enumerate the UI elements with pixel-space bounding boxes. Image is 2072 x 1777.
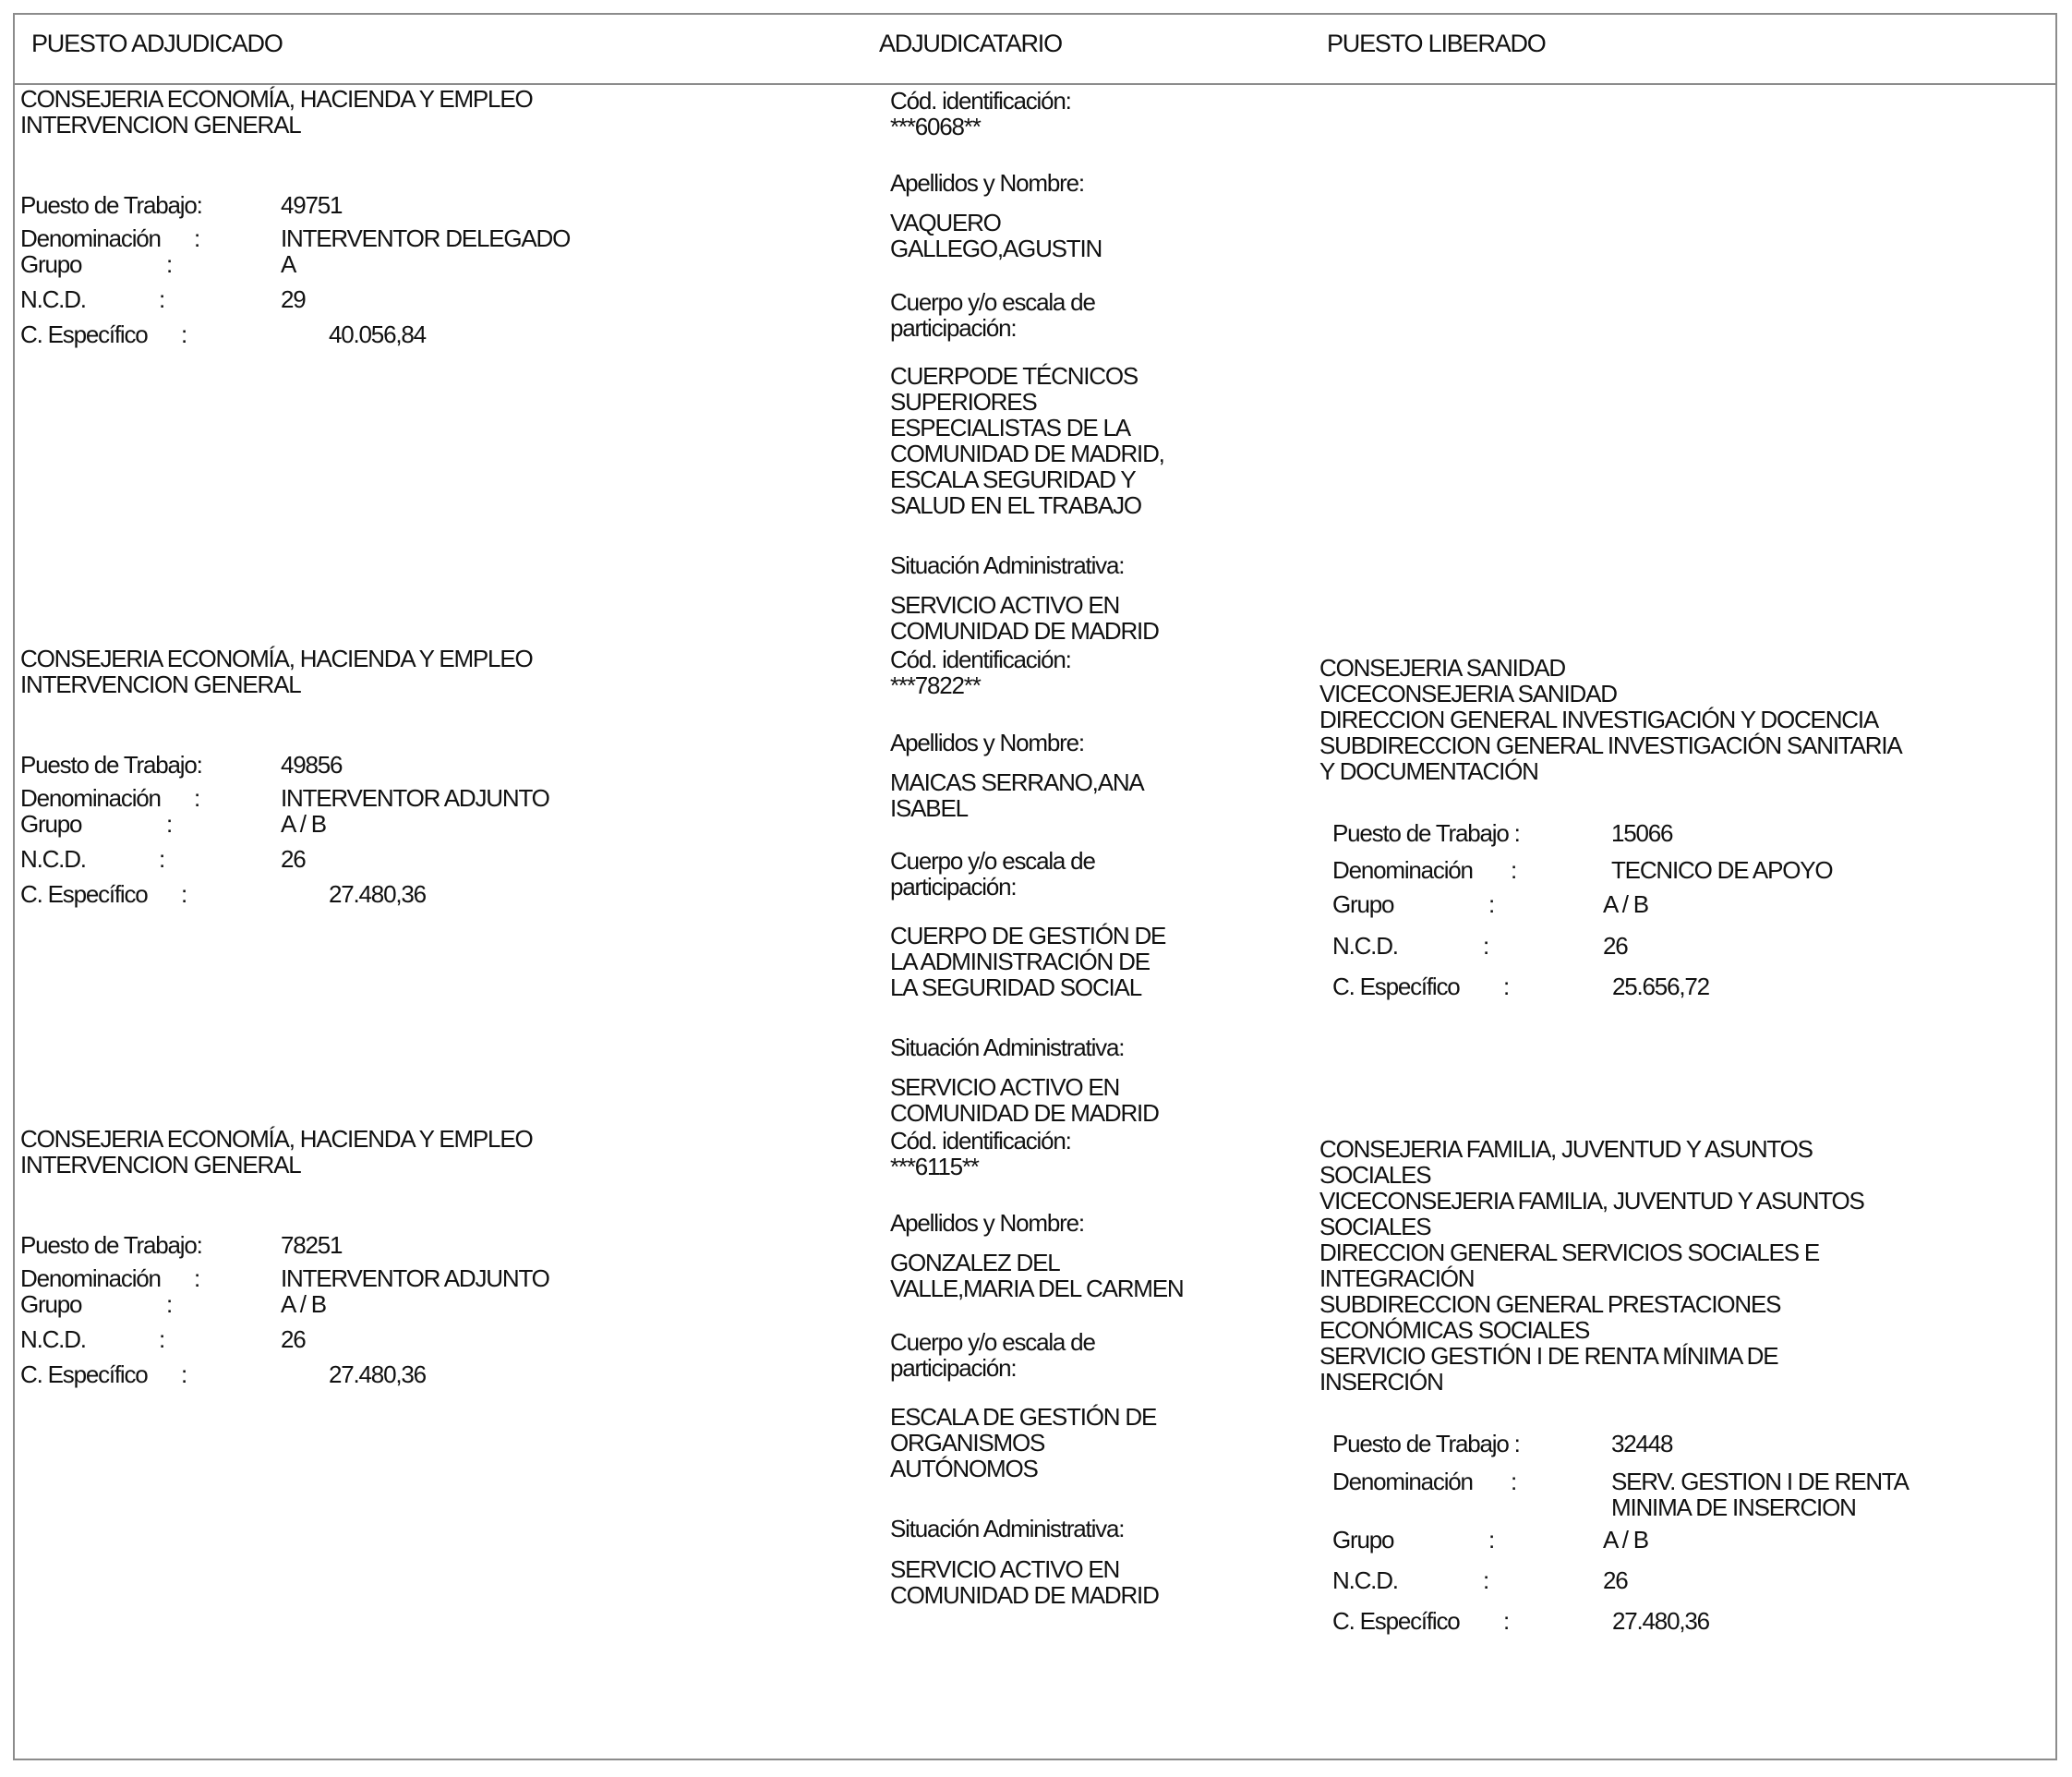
colon: : xyxy=(1488,1526,1495,1553)
cuerpo-escala-label: Cuerpo y/o escala de participación: xyxy=(890,1328,1095,1382)
grupo-label: Grupo xyxy=(1332,1526,1394,1553)
colon: : xyxy=(159,285,165,313)
header-puesto-adjudicado: PUESTO ADJUDICADO xyxy=(31,30,283,57)
cod-identificacion-value: ***6068** xyxy=(890,113,981,140)
grupo-label: Grupo xyxy=(20,250,82,278)
denominacion-label: Denominación xyxy=(1332,856,1473,884)
situacion-value: SERVICIO ACTIVO EN COMUNIDAD DE MADRID xyxy=(890,1073,1159,1127)
colon: : xyxy=(1483,932,1489,960)
grupo-label: Grupo xyxy=(20,810,82,838)
grupo-value: A / B xyxy=(281,1290,326,1318)
ncd-label: N.C.D. xyxy=(20,285,86,313)
puesto-trabajo-label: Puesto de Trabajo: xyxy=(20,191,202,219)
puesto-trabajo-value: 32448 xyxy=(1611,1430,1673,1457)
ncd-label: N.C.D. xyxy=(1332,932,1398,960)
c-especifico-value: 27.480,36 xyxy=(1612,1607,1709,1635)
puesto-trabajo-value: 49856 xyxy=(281,751,343,779)
ncd-value: 26 xyxy=(281,845,306,873)
colon: : xyxy=(181,320,187,348)
situacion-label: Situación Administrativa: xyxy=(890,1515,1125,1542)
denominacion-value: INTERVENTOR DELEGADO xyxy=(281,224,571,252)
c-especifico-label: C. Específico xyxy=(20,1360,148,1388)
cuerpo-escala-value: CUERPODE TÉCNICOS SUPERIORES ESPECIALISTAS DE LA COMUNIDAD DE MADRID, ESCALA SEGURIDAD Y SALUD EN EL TRABAJO xyxy=(890,362,1164,519)
liberado-organismo: CONSEJERIA SANIDAD VICECONSEJERIA SANIDAD DIRECCION GENERAL INVESTIGACIÓN Y DOCENCIA SUBDIRECCION GENERAL INVESTIGACIÓN SANITARIA Y DOCUMENTACIÓN xyxy=(1319,654,1902,785)
ncd-label: N.C.D. xyxy=(20,1325,86,1353)
puesto-trabajo-value: 78251 xyxy=(281,1231,343,1259)
puesto-trabajo-value: 49751 xyxy=(281,191,343,219)
grupo-label: Grupo xyxy=(20,1290,82,1318)
denominacion-label: Denominación xyxy=(20,784,161,812)
c-especifico-label: C. Específico xyxy=(20,320,148,348)
c-especifico-value: 27.480,36 xyxy=(329,880,426,908)
cod-identificacion-value: ***6115** xyxy=(890,1153,979,1180)
colon: : xyxy=(194,224,200,252)
apellidos-nombre-value: VAQUERO GALLEGO,AGUSTIN xyxy=(890,209,1102,262)
apellidos-nombre-label: Apellidos y Nombre: xyxy=(890,1209,1084,1237)
ncd-label: N.C.D. xyxy=(20,845,86,873)
situacion-value: SERVICIO ACTIVO EN COMUNIDAD DE MADRID xyxy=(890,1555,1159,1609)
liberado-organismo: CONSEJERIA FAMILIA, JUVENTUD Y ASUNTOS SOCIALES VICECONSEJERIA FAMILIA, JUVENTUD Y ASUNTOS SOCIALES DIRECCION GENERAL SERVICIOS SOCIALES E INTEGRACIÓN SUBDIRECCION GENERAL PRESTACIONES ECONÓMICAS SOCIALES SERVICIO GESTIÓN I DE RENTA MÍNIMA DE INSERCIÓN xyxy=(1319,1135,1864,1396)
colon: : xyxy=(1511,1468,1517,1495)
colon: : xyxy=(1503,973,1510,1000)
situacion-label: Situación Administrativa: xyxy=(890,1034,1125,1061)
puesto-trabajo-label: Puesto de Trabajo : xyxy=(1332,1430,1520,1457)
c-especifico-value: 27.480,36 xyxy=(329,1360,426,1388)
denominacion-value: SERV. GESTION I DE RENTA MINIMA DE INSERCION xyxy=(1611,1468,1909,1521)
colon: : xyxy=(1511,856,1517,884)
puesto-trabajo-value: 15066 xyxy=(1611,819,1673,847)
c-especifico-label: C. Específico xyxy=(1332,973,1460,1000)
ncd-value: 26 xyxy=(281,1325,306,1353)
puesto-trabajo-label: Puesto de Trabajo: xyxy=(20,1231,202,1259)
denominacion-value: TECNICO DE APOYO xyxy=(1611,856,1833,884)
colon: : xyxy=(1488,890,1495,918)
colon: : xyxy=(159,1325,165,1353)
cod-identificacion-label: Cód. identificación: xyxy=(890,1127,1071,1154)
situacion-value: SERVICIO ACTIVO EN COMUNIDAD DE MADRID xyxy=(890,591,1159,645)
apellidos-nombre-label: Apellidos y Nombre: xyxy=(890,169,1084,197)
c-especifico-value: 40.056,84 xyxy=(329,320,426,348)
header-puesto-liberado: PUESTO LIBERADO xyxy=(1327,30,1546,57)
denominacion-label: Denominación xyxy=(20,1264,161,1292)
cuerpo-escala-label: Cuerpo y/o escala de participación: xyxy=(890,288,1095,342)
denominacion-label: Denominación xyxy=(20,224,161,252)
grupo-value: A / B xyxy=(281,810,326,838)
c-especifico-label: C. Específico xyxy=(20,880,148,908)
grupo-value: A xyxy=(281,250,296,278)
colon: : xyxy=(166,810,173,838)
grupo-value: A / B xyxy=(1603,1526,1648,1553)
puesto-trabajo-label: Puesto de Trabajo: xyxy=(20,751,202,779)
cuerpo-escala-value: CUERPO DE GESTIÓN DE LA ADMINISTRACIÓN DE LA SEGURIDAD SOCIAL xyxy=(890,922,1166,1001)
colon: : xyxy=(166,250,173,278)
apellidos-nombre-value: MAICAS SERRANO,ANA ISABEL xyxy=(890,768,1144,822)
colon: : xyxy=(1503,1607,1510,1635)
adjudicado-organismo: CONSEJERIA ECONOMÍA, HACIENDA Y EMPLEO INTERVENCION GENERAL xyxy=(20,85,533,139)
colon: : xyxy=(181,1360,187,1388)
cuerpo-escala-label: Cuerpo y/o escala de participación: xyxy=(890,847,1095,901)
grupo-label: Grupo xyxy=(1332,890,1394,918)
c-especifico-value: 25.656,72 xyxy=(1612,973,1709,1000)
situacion-label: Situación Administrativa: xyxy=(890,551,1125,579)
cod-identificacion-label: Cód. identificación: xyxy=(890,87,1071,115)
apellidos-nombre-label: Apellidos y Nombre: xyxy=(890,729,1084,756)
ncd-value: 29 xyxy=(281,285,306,313)
ncd-value: 26 xyxy=(1603,1566,1628,1594)
ncd-label: N.C.D. xyxy=(1332,1566,1398,1594)
colon: : xyxy=(1483,1566,1489,1594)
c-especifico-label: C. Específico xyxy=(1332,1607,1460,1635)
adjudicado-organismo: CONSEJERIA ECONOMÍA, HACIENDA Y EMPLEO INTERVENCION GENERAL xyxy=(20,645,533,698)
puesto-trabajo-label: Puesto de Trabajo : xyxy=(1332,819,1520,847)
denominacion-label: Denominación xyxy=(1332,1468,1473,1495)
cuerpo-escala-value: ESCALA DE GESTIÓN DE ORGANISMOS AUTÓNOMOS xyxy=(890,1403,1157,1482)
header-adjudicatario: ADJUDICATARIO xyxy=(879,30,1062,57)
ncd-value: 26 xyxy=(1603,932,1628,960)
colon: : xyxy=(166,1290,173,1318)
denominacion-value: INTERVENTOR ADJUNTO xyxy=(281,784,549,812)
colon: : xyxy=(159,845,165,873)
grupo-value: A / B xyxy=(1603,890,1648,918)
colon: : xyxy=(181,880,187,908)
adjudicado-organismo: CONSEJERIA ECONOMÍA, HACIENDA Y EMPLEO INTERVENCION GENERAL xyxy=(20,1125,533,1179)
cod-identificacion-label: Cód. identificación: xyxy=(890,646,1071,673)
cod-identificacion-value: ***7822** xyxy=(890,671,981,699)
colon: : xyxy=(194,1264,200,1292)
apellidos-nombre-value: GONZALEZ DEL VALLE,MARIA DEL CARMEN xyxy=(890,1249,1184,1302)
colon: : xyxy=(194,784,200,812)
denominacion-value: INTERVENTOR ADJUNTO xyxy=(281,1264,549,1292)
